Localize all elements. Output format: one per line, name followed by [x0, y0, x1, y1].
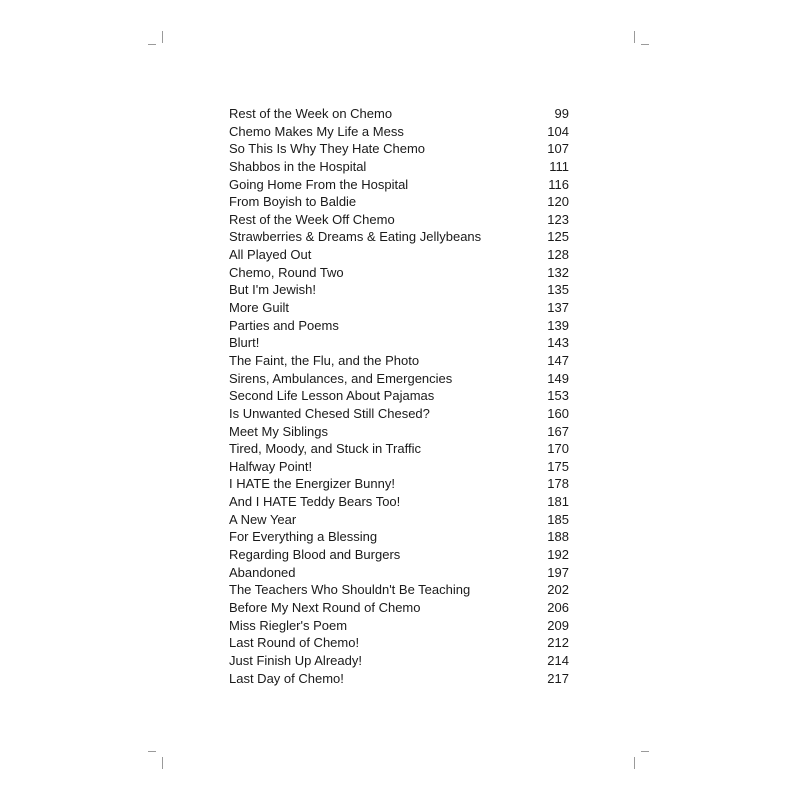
crop-mark-top-right — [641, 44, 649, 45]
toc-entry-page-number: 153 — [547, 388, 569, 404]
toc-entry — [229, 193, 569, 211]
toc-entry-page-number: 137 — [547, 300, 569, 316]
toc-entry-page-number: 206 — [547, 599, 569, 615]
toc-entry-title: Is Unwanted Chesed Still Chesed? — [229, 405, 430, 421]
toc-entry-title: Miss Riegler's Poem — [229, 617, 348, 633]
toc-entry-page-number: 188 — [547, 529, 569, 545]
toc-entry-page-number: 192 — [547, 547, 569, 563]
toc-entry-title: Blurt! — [229, 335, 260, 351]
toc-entry-title: Last Day of Chemo! — [229, 670, 344, 686]
toc-entry — [229, 123, 569, 141]
toc-entry-page-number: 185 — [547, 511, 569, 527]
toc-entry-title: Sirens, Ambulances, and Emergencies — [229, 370, 453, 386]
toc-entry-title: Last Round of Chemo! — [229, 635, 360, 651]
toc-entry-title: Second Life Lesson About Pajamas — [229, 388, 435, 404]
toc-entry — [229, 652, 569, 670]
crop-mark-bottom-left-vertical — [162, 757, 163, 769]
toc-entry-title: I HATE the Energizer Bunny! — [229, 476, 395, 492]
toc-entry-page-number: 99 — [554, 106, 569, 121]
toc-entry-title: Abandoned — [229, 564, 296, 580]
crop-mark-bottom-right — [641, 751, 649, 752]
toc-entry — [229, 246, 569, 264]
toc-entry — [229, 281, 569, 299]
toc-entry-title: The Faint, the Flu, and the Photo — [229, 352, 420, 368]
toc-entry-title: Chemo Makes My Life a Mess — [229, 123, 404, 139]
toc-entry — [229, 370, 569, 388]
toc-entry-page-number: 209 — [547, 617, 569, 633]
crop-mark-bottom-left — [148, 751, 156, 752]
toc-entry-page-number: 160 — [547, 405, 569, 421]
toc-entry-page-number: 147 — [547, 352, 569, 368]
toc-entry — [229, 176, 569, 194]
toc-entry-title: Chemo, Round Two — [229, 264, 344, 280]
crop-mark-top-left — [148, 44, 156, 45]
toc-entry-page-number: 116 — [548, 176, 569, 192]
toc-entry-page-number: 217 — [547, 670, 569, 686]
toc-entry — [229, 211, 569, 229]
toc-entry-title: And I HATE Teddy Bears Too! — [229, 494, 401, 510]
crop-mark-bottom-right-vertical — [634, 757, 635, 769]
toc-entry — [229, 158, 569, 176]
toc-entry-title: The Teachers Who Shouldn't Be Teaching — [229, 582, 471, 598]
table-of-contents — [229, 105, 569, 687]
toc-entry-title: Strawberries & Dreams & Eating Jellybeans — [229, 229, 482, 245]
toc-entry-title: Before My Next Round of Chemo — [229, 599, 421, 615]
toc-entry-page-number: 125 — [547, 229, 569, 245]
toc-entry — [229, 528, 569, 546]
toc-entry-page-number: 212 — [547, 635, 569, 651]
toc-entry-page-number: 132 — [547, 264, 569, 280]
toc-entry — [229, 564, 569, 582]
toc-entry-page-number: 175 — [547, 458, 569, 474]
toc-entry-page-number: 197 — [547, 564, 569, 580]
toc-entry-title: A New Year — [229, 511, 297, 527]
toc-entry — [229, 105, 569, 123]
toc-entry-title: All Played Out — [229, 247, 312, 263]
toc-entry — [229, 581, 569, 599]
toc-entry-page-number: 143 — [547, 335, 569, 351]
toc-entry — [229, 299, 569, 317]
toc-entry-page-number: 120 — [547, 194, 569, 210]
toc-entry-page-number: 139 — [547, 317, 569, 333]
toc-entry-title: Going Home From the Hospital — [229, 176, 409, 192]
toc-entry-title: Tired, Moody, and Stuck in Traffic — [229, 441, 421, 457]
toc-entry-page-number: 149 — [547, 370, 569, 386]
toc-entry-title: Meet My Siblings — [229, 423, 328, 439]
toc-entry-title: So This Is Why They Hate Chemo — [229, 141, 426, 157]
toc-entry-page-number: 178 — [547, 476, 569, 492]
toc-entry — [229, 599, 569, 617]
toc-entry-page-number: 104 — [547, 123, 569, 139]
toc-entry-page-number: 123 — [547, 211, 569, 227]
toc-entry — [229, 511, 569, 529]
toc-entry-title: For Everything a Blessing — [229, 529, 378, 545]
toc-entry-page-number: 202 — [547, 582, 569, 598]
toc-entry — [229, 634, 569, 652]
toc-entry — [229, 546, 569, 564]
toc-entry — [229, 140, 569, 158]
toc-entry — [229, 670, 569, 688]
toc-entry-title: Just Finish Up Already! — [229, 652, 362, 668]
toc-entry — [229, 475, 569, 493]
toc-entry — [229, 317, 569, 335]
toc-entry-title: Halfway Point! — [229, 458, 313, 474]
crop-mark-top-left-vertical — [162, 31, 163, 43]
toc-entry-page-number: 214 — [547, 652, 569, 668]
toc-entry — [229, 334, 569, 352]
toc-entry-page-number: 181 — [547, 494, 569, 510]
toc-entry-page-number: 135 — [547, 282, 569, 298]
toc-entry-title: From Boyish to Baldie — [229, 194, 357, 210]
toc-entry — [229, 228, 569, 246]
toc-entry-title: Rest of the Week Off Chemo — [229, 211, 395, 227]
toc-entry — [229, 458, 569, 476]
toc-entry-title: Rest of the Week on Chemo — [229, 106, 393, 121]
crop-mark-top-right-vertical — [634, 31, 635, 43]
toc-entry-page-number: 170 — [547, 441, 569, 457]
toc-entry-title: More Guilt — [229, 300, 289, 316]
toc-entry — [229, 405, 569, 423]
toc-entry-page-number: 167 — [547, 423, 569, 439]
toc-entry — [229, 440, 569, 458]
toc-entry — [229, 423, 569, 441]
toc-entry-page-number: 128 — [547, 247, 569, 263]
toc-entry — [229, 387, 569, 405]
toc-entry-title: Regarding Blood and Burgers — [229, 547, 401, 563]
toc-entry — [229, 352, 569, 370]
toc-entry — [229, 264, 569, 282]
toc-entry-title: But I'm Jewish! — [229, 282, 317, 298]
toc-entry-title: Parties and Poems — [229, 317, 339, 333]
toc-entry — [229, 617, 569, 635]
toc-entry-page-number: 111 — [549, 158, 569, 174]
toc-entry-title: Shabbos in the Hospital — [229, 158, 367, 174]
toc-entry — [229, 493, 569, 511]
toc-entry-page-number: 107 — [547, 141, 569, 157]
